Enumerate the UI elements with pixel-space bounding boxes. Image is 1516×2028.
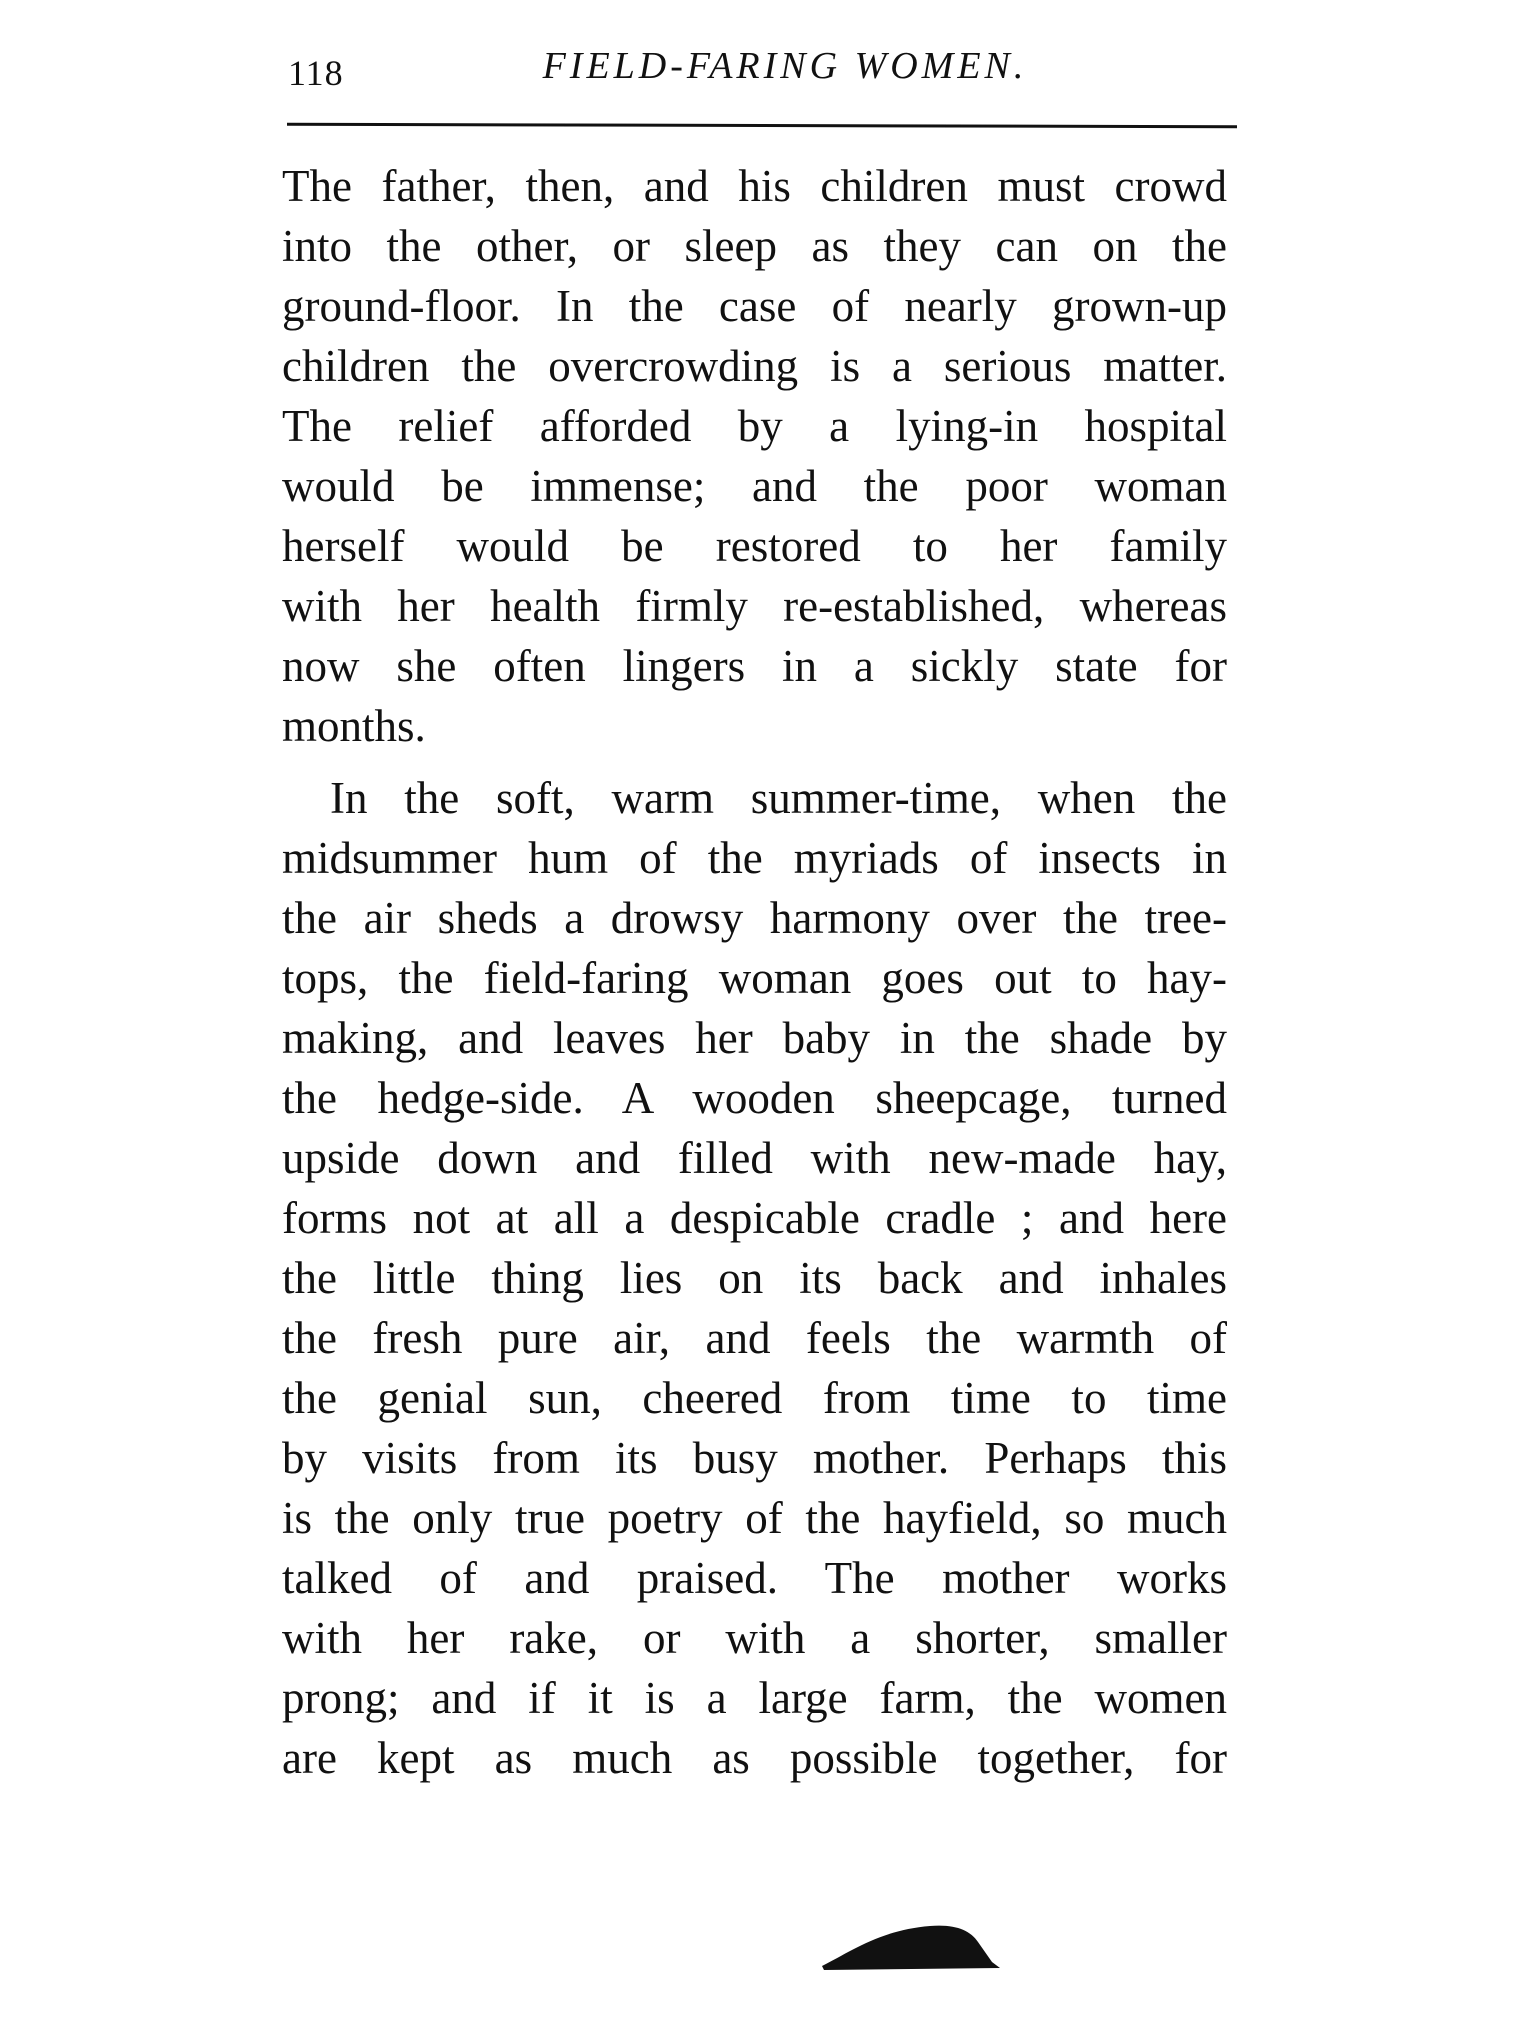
text-line: The father, then, and his children must crowd: [282, 161, 1227, 211]
ink-blot: [820, 1922, 1010, 1972]
text-line: with her rake, or with a shorter, smaller: [282, 1613, 1227, 1663]
text-line: midsummer hum of the myriads of insects in: [282, 833, 1227, 883]
text-line: the air sheds a drowsy harmony over the tree-: [282, 893, 1227, 943]
text-line: by visits from its busy mother. Perhaps this: [282, 1433, 1227, 1483]
text-line: the little thing lies on its back and inhales: [282, 1253, 1227, 1303]
text-line: are kept as much as possible together, for: [282, 1733, 1227, 1783]
text-line: the hedge-side. A wooden sheepcage, turned: [282, 1073, 1227, 1123]
paragraph-1: [282, 156, 1227, 756]
text-line: forms not at all a despicable cradle ; and here: [282, 1193, 1227, 1243]
text-line: In the soft, warm summer-time, when the: [330, 773, 1227, 823]
text-line: months.: [282, 701, 426, 751]
running-title: FIELD-FARING WOMEN.: [542, 45, 1028, 87]
text-line: into the other, or sleep as they can on the: [282, 221, 1227, 271]
text-line: children the overcrowding is a serious matter.: [282, 341, 1227, 391]
text-line: with her health firmly re-established, whereas: [282, 581, 1227, 631]
text-line: tops, the field-faring woman goes out to hay-: [282, 953, 1227, 1003]
text-line: prong; and if it is a large farm, the women: [282, 1673, 1227, 1723]
text-line: making, and leaves her baby in the shade by: [282, 1013, 1227, 1063]
text-line: the fresh pure air, and feels the warmth of: [282, 1313, 1227, 1363]
text-line: the genial sun, cheered from time to time: [282, 1373, 1227, 1423]
paragraph-2: [282, 768, 1227, 1788]
header-rule: [287, 123, 1237, 128]
body-text: [282, 156, 1227, 1788]
text-line: now she often lingers in a sickly state for: [282, 641, 1227, 691]
text-line: talked of and praised. The mother works: [282, 1553, 1227, 1603]
text-line: would be immense; and the poor woman: [282, 461, 1227, 511]
page-number: 118: [288, 53, 344, 93]
text-line: ground-floor. In the case of nearly grown-up: [282, 281, 1227, 331]
text-line: is the only true poetry of the hayfield, so much: [282, 1493, 1227, 1543]
text-line: The relief afforded by a lying-in hospital: [282, 401, 1227, 451]
text-line: herself would be restored to her family: [282, 521, 1227, 571]
text-line: upside down and filled with new-made hay,: [282, 1133, 1227, 1183]
